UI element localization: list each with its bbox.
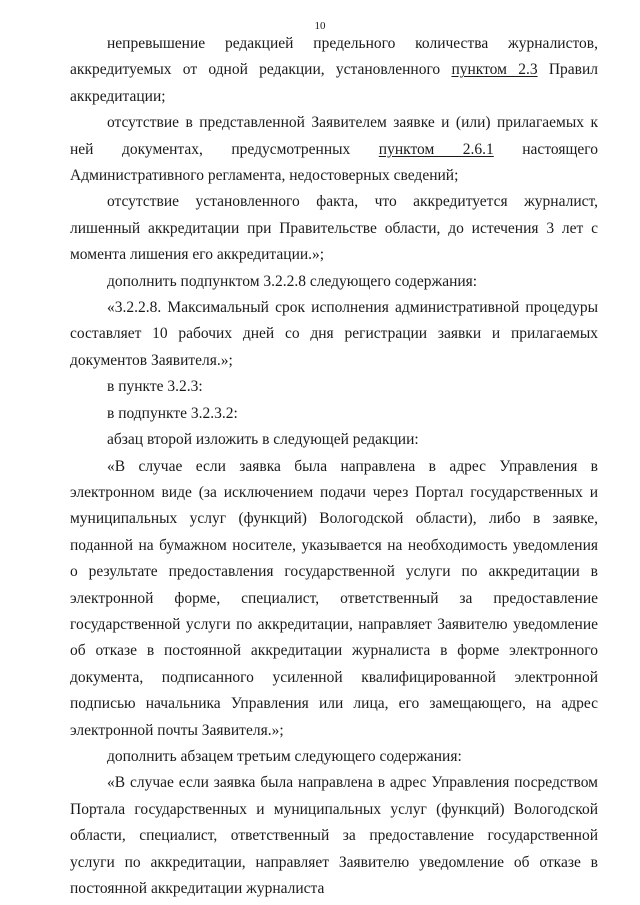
paragraph-no-false-info: [70, 110, 598, 189]
paragraph-in-point-3-2-3: в пункте 3.2.3:: [107, 378, 203, 396]
reference-link-point-2-6-1[interactable]: пунктом 2.6.1: [378, 140, 494, 158]
document-body: [70, 31, 598, 902]
paragraph-text: Правил аккредитации;: [70, 61, 599, 105]
paragraph-newspaper-limit: [70, 31, 598, 110]
paragraph-text: настоящего Административного регламента, недостоверных сведений;: [70, 140, 599, 185]
reference-link-point-2-3[interactable]: пунктом 2.3: [451, 61, 538, 79]
paragraph-subpoint-3-2-2-8: «3.2.2.8. Максимальный срок исполнения административной процедуры составляет 10 рабочих дней со дня регистрации заявки и прилагаемых документов Заявителя.»;: [70, 299, 598, 369]
paragraph-electronic-notice: «В случае если заявка была направлена в адрес Управления в электронном виде (за исключением подачи через Портал государственных и муниципальных услуг (функций) Вологодской области), либо в заявке, поданной на бумажном носителе, указывается на необходимость уведомления о результате предоставления государственной услуги по аккредитации в электронной форме, специалист, ответственный за предоставление государственной услуги по аккредитации, направляет Заявителю уведомление об отказе в постоянной аккредитации журналиста в форме электронного документа, подписанного усиленной квалифицированной электронной подписью начальника Управления или лица, его замещающего, на адрес электронной почты Заявителя.»;: [70, 457, 598, 739]
paragraph-add-third-abzac: дополнить абзацем третьим следующего содержания:: [107, 747, 462, 765]
paragraph-portal-notice: «В случае если заявка была направлена в адрес Управления посредством Портала государственных и муниципальных услуг (функций) Вологодской области, специалист, ответственный за предоставление государственной услуги по аккредитации, направляет Заявителю уведомление об отказе в постоянной аккредитации журналиста: [70, 774, 598, 897]
paragraph-add-subpoint: дополнить подпунктом 3.2.2.8 следующего содержания:: [107, 272, 478, 290]
paragraph-second-abzac: абзац второй изложить в следующей редакции:: [107, 431, 419, 449]
page-number: 10: [314, 20, 326, 32]
paragraph-in-subpoint-3-2-3-2: в подпункте 3.2.3.2:: [107, 404, 238, 422]
paragraph-no-revoked-journalist: отсутствие установленного факта, что аккредитуется журналист, лишенный аккредитации при Правительстве области, до истечения 3 лет с момента лишения его аккредитации.»;: [70, 193, 598, 264]
paragraph-text: непревышение редакцией предельного количества журналистов, аккредитуемых от одной редакции, установленного: [70, 35, 598, 79]
paragraph-text: отсутствие в представленной Заявителем заявке и (или) прилагаемых к ней документах, предусмотренных: [70, 114, 598, 158]
